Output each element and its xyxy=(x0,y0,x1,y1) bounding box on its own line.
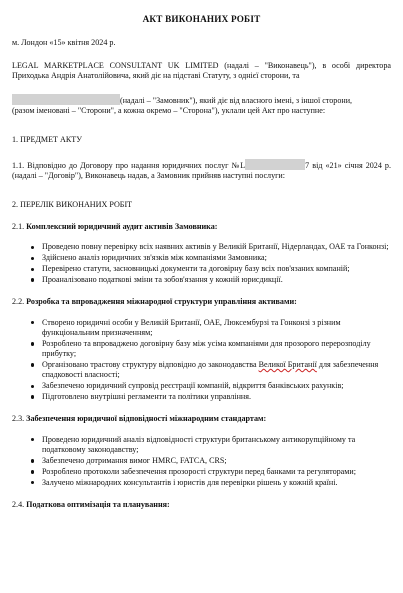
subsection-2-3-number: 2.3. xyxy=(12,414,25,424)
subsection-2-4-number: 2.4. xyxy=(12,499,25,509)
list-item: Проаналізовано податкові зміни та зобов'язання у кожній юрисдикції. xyxy=(12,275,391,285)
subsection-2-1-heading xyxy=(12,222,391,232)
subsection-2-1-list xyxy=(12,242,391,285)
subsection-2-1-number: 2.1. xyxy=(12,221,25,231)
subsection-2-3-title: Забезпечення юридичної відповідності міжнародним стандартам: xyxy=(26,414,267,424)
subsection-2-1-title: Комплексний юридичний аудит активів Замовника: xyxy=(26,221,218,231)
list-item: Розроблено та впроваджено договірну базу між усіма компаніями для прозорого перерозподілу прибутку; xyxy=(12,339,391,360)
subsection-2-4-heading xyxy=(12,500,391,510)
intro-paragraph: LEGAL MARKETPLACE CONSULTANT UK LIMITED (надалі – "Виконавець"), в особі директора Приходька Андрія Анатолійовича, який діє на підставі Статуту, з однієї сторони, та xyxy=(12,60,391,80)
party-two-suffix: (надалі – "Замовник"), який діє від власного імені, з іншої сторони, xyxy=(120,96,353,106)
party-two-line2: (разом іменовані – "Сторони", а кожна окремо – "Сторона"), уклали цей Акт про наступне: xyxy=(12,106,326,116)
list-item: Організовано трастову структуру відповідно до законодавства Великої Британії для забезпечення спадковості власності; xyxy=(12,360,391,381)
list-item: Розроблено протоколи забезпечення прозорості структури перед банками та регуляторами; xyxy=(12,467,391,477)
party-two-line xyxy=(12,94,391,106)
date-line: м. Лондон «15» квітня 2024 р. xyxy=(12,38,116,48)
section-1-text xyxy=(12,159,391,182)
redacted-contract-number xyxy=(245,159,305,170)
list-item: Здійснено аналіз юридичних зв'язків між компаніями Замовника; xyxy=(12,253,391,263)
subsection-2-3-list xyxy=(12,435,391,488)
redacted-name-block xyxy=(12,94,120,105)
list-item: Забезпечено юридичний супровід реєстрації компаній, відкриття банківських рахунків; xyxy=(12,381,391,391)
subsection-2-2-number: 2.2. xyxy=(12,297,25,307)
section-2-heading: 2. ПЕРЕЛІК ВИКОНАНИХ РОБІТ xyxy=(12,199,133,209)
list-item: Залучено міжнародних консультантів і юристів для перевірки рішень у кожній країні. xyxy=(12,478,391,488)
list-item: Підготовлено внутрішні регламенти та політики управління. xyxy=(12,392,391,402)
subsection-2-2-list xyxy=(12,318,391,403)
section-1-heading: 1. ПРЕДМЕТ АКТУ xyxy=(12,134,82,144)
section-1-text-b: 7 від «21» січня 2024 р. (надалі – "Договір"), Виконавець надав, а Замовник прийняв наступні послуги: xyxy=(12,161,391,181)
list-item: Забезпечено дотримання вимог HMRC, FATCA, CRS; xyxy=(12,456,391,466)
subsection-2-3-heading xyxy=(12,414,391,424)
list-item: Перевірено статути, засновницькі документи та договірну базу всіх пов'язаних компаній; xyxy=(12,264,391,274)
list-item: Створено юридичні особи у Великій Британії, ОАЕ, Люксембурзі та Гонконзі з різним функціональним призначенням; xyxy=(12,318,391,339)
document-title: АКТ ВИКОНАНИХ РОБІТ xyxy=(142,14,261,24)
subsection-2-2-heading xyxy=(12,297,391,307)
spellcheck-underlined-phrase: Великої Британії xyxy=(258,359,317,369)
subsection-2-4-title: Податкова оптимізація та планування: xyxy=(26,499,170,509)
document-page xyxy=(0,14,403,593)
section-1-text-a: 1.1. Відповідно до Договору про надання юридичних послуг №L xyxy=(12,161,246,171)
list-item: Проведено повну перевірку всіх наявних активів у Великій Британії, Нідерландах, ОАЕ та Гонконзі; xyxy=(12,242,391,252)
subsection-2-2-title: Розробка та впровадження міжнародної структури управління активами: xyxy=(26,297,297,307)
list-item: Проведено юридичний аналіз відповідності структури британському антикорупційному та податковому законодавству; xyxy=(12,435,391,456)
